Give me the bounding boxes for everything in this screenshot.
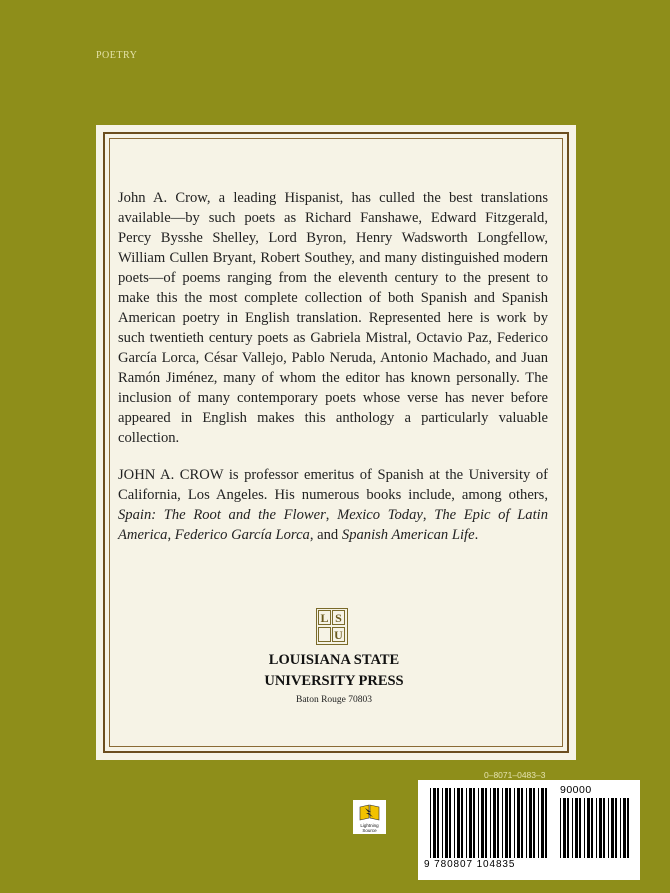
author-bio bbox=[118, 465, 548, 545]
barcode-digits: 9 780807 104835 bbox=[424, 859, 516, 870]
bio-separator: , bbox=[325, 507, 338, 523]
bio-separator: , and bbox=[309, 527, 342, 543]
bio-separator: , bbox=[422, 507, 435, 523]
logo-letter-l: L bbox=[318, 610, 331, 625]
book-title: Spain: The Root and the Flower bbox=[118, 507, 326, 523]
book-title: Spanish American Life bbox=[341, 527, 475, 543]
publisher-city: Baton Rouge 70803 bbox=[296, 695, 372, 705]
book-title: Federico García Lorca bbox=[174, 527, 310, 543]
publisher-line-1: LOUISIANA STATE bbox=[268, 652, 400, 668]
logo-letter-u: U bbox=[332, 627, 345, 642]
isbn-number: 0–8071–0483–3 bbox=[484, 770, 546, 780]
logo-letter-s: S bbox=[332, 610, 345, 625]
category-label: POETRY bbox=[96, 50, 138, 61]
book-lightning-icon bbox=[359, 803, 380, 821]
publisher-name bbox=[240, 650, 428, 692]
book-title: The Epic of Latin America bbox=[118, 507, 549, 543]
logo-blank-cell bbox=[318, 627, 331, 642]
bio-lead: JOHN A. CROW is professor emeritus of Spanish at the University of California, Los Angeles. His numerous books include, among others, bbox=[118, 467, 548, 503]
press-logo bbox=[316, 608, 348, 645]
bio-separator: , bbox=[167, 527, 175, 543]
lightning-source-badge bbox=[353, 800, 386, 834]
bio-end: . bbox=[474, 527, 479, 543]
book-title: Mexico Today bbox=[337, 507, 423, 523]
barcode-supplement: 90000 bbox=[560, 784, 592, 796]
badge-label: Lightning Source bbox=[360, 823, 379, 833]
description-paragraph: John A. Crow, a leading Hispanist, has culled the best translations available—by such poets as Richard Fanshawe, Edward Fitzgerald, Percy Bysshe Shelley, Lord Byron, Henry Wadsworth Longfellow, William Cullen Bryant, Robert Southey, and many distinguished modern poets—of poems ranging from the eleventh century to the present to make this the most complete collection of both Spanish and Spanish American poetry in English translation. Represented here is work by such twentieth century poets as Gabriela Mistral, Octavio Paz, Federico García Lorca, César Vallejo, Pablo Neruda, Antonio Machado, and Juan Ramón Jiménez, many of whom the editor has known personally. The inclusion of many contemporary poets whose verse has never before appeared in English makes this anthology a particularly valuable collection. bbox=[118, 190, 548, 446]
publisher-line-2: UNIVERSITY PRESS bbox=[264, 673, 404, 689]
back-cover-text bbox=[118, 188, 548, 545]
